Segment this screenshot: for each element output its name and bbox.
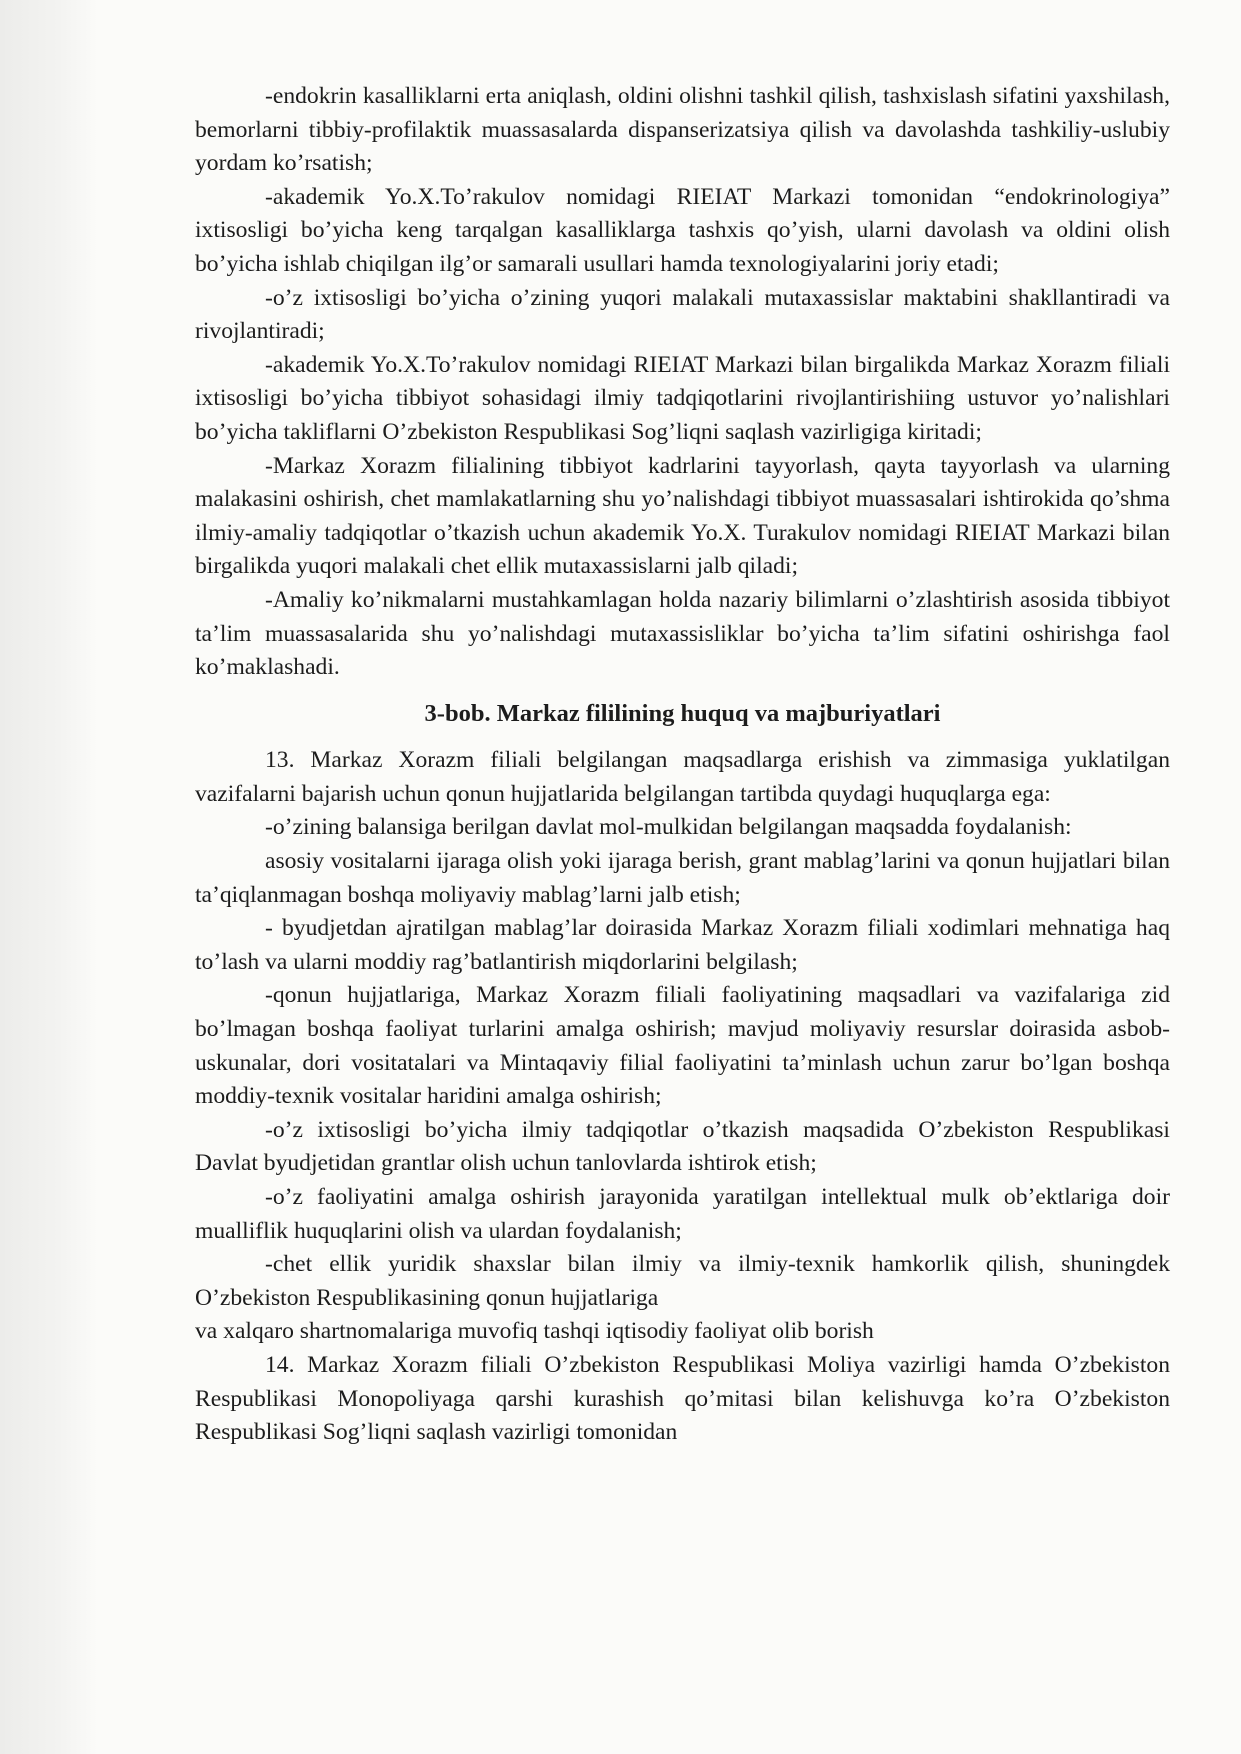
scan-shadow-edge — [0, 0, 98, 1754]
chapter-heading: 3-bob. Markaz fililining huquq va majburiyatlari — [424, 699, 941, 727]
paragraph: -akademik Yo.X.To’rakulov nomidagi RIEIAT Markazi tomonidan “endokrinologiya” ixtisosligi bo’yicha keng tarqalgan kasalliklarga tashxis qo’yish, ularni davolash va oldini olish bo’yicha ishlab chiqilgan ilg’or samarali usullari hamda texnologiyalarini joriy etadi; — [195, 183, 1170, 277]
paragraph: 14. Markaz Xorazm filiali O’zbekiston Respublikasi Moliya vazirligi hamda O’zbekiston Respublikasi Monopoliyaga qarshi kurashish qo’mitasi bilan kelishuvga ko’ra O’zbekiston Respublikasi Sog’liqni saqlash vazirligi tomonidan — [195, 1351, 1170, 1446]
paragraph: 13. Markaz Xorazm filiali belgilangan maqsadlarga erishish va zimmasiga yuklatilgan vazifalarni bajarish uchun qonun hujjatlarida belgilangan tartibda quydagi huquqlarga ega: — [195, 747, 1170, 807]
paragraph: -o’zining balansiga berilgan davlat mol-mulkidan belgilangan maqsadda foydalanish: — [265, 814, 1072, 841]
paragraph: -Markaz Xorazm filialining tibbiyot kadrlarini tayyorlash, qayta tayyorlash va ularning malakasini oshirish, chet mamlakatlarning shu yo’nalishdagi tibbiyot muassasalari ishtirokida qo’shma ilmiy-amaliy tadqiqotlar o’tkazish uchun akademik Yo.X. Turakulov nomidagi RIEIAT Markazi bilan birgalikda yuqori malakali chet ellik mutaxassislarni jalb qiladi; — [195, 452, 1170, 580]
paragraph: -o’z ixtisosligi bo’yicha ilmiy tadqiqotlar o’tkazish maqsadida O’zbekiston Respublikasi Davlat byudjetidan grantlar olish uchun tanlovlarda ishtirok etish; — [195, 1116, 1170, 1177]
paragraph: - byudjetdan ajratilgan mablag’lar doirasida Markaz Xorazm filiali xodimlari mehnatiga haq to’lash va ularni moddiy rag’batlantirish miqdorlarini belgilash; — [195, 915, 1170, 975]
paragraph: va xalqaro shartnomalariga muvofiq tashqi iqtisodiy faoliyat olib borish — [195, 1318, 874, 1345]
paragraph: -chet ellik yuridik shaxslar bilan ilmiy va ilmiy-texnik hamkorlik qilish, shuningdek O’zbekiston Respublikasining qonun hujjatlariga — [195, 1251, 1170, 1311]
paragraph: -akademik Yo.X.To’rakulov nomidagi RIEIAT Markazi bilan birgalikda Markaz Xorazm filiali ixtisosligi bo’yicha tibbiyot sohasidagi ilmiy tadqiqotlarini rivojlantirishiing ustuvor yo’nalishlari bo’yicha takliflarni O’zbekiston Respublikasi Sog’liqni saqlash vazirligiga kiritadi; — [195, 351, 1170, 445]
paragraph: -o’z faoliyatini amalga oshirish jarayonida yaratilgan intellektual mulk ob’ektlariga doir mualliflik huquqlarini olish va ulardan foydalanish; — [195, 1184, 1170, 1244]
paragraph: -endokrin kasalliklarni erta aniqlash, oldini olishni tashkil qilish, tashxislash sifatini yaxshilash, bemorlarni tibbiy-profilaktik muassasalarda dispanserizatsiya qilish va davolashda tashkiliy-uslubiy yordam ko’rsatish; — [195, 83, 1170, 177]
paragraph: -Amaliy ko’nikmalarni mustahkamlagan holda nazariy bilimlarni o’zlashtirish asosida tibbiyot ta’lim muassasalarida shu yo’nalishdagi mutaxassisliklar bo’yicha ta’lim sifatini oshirishga faol ko’maklashadi. — [195, 586, 1170, 681]
paragraph: asosiy vositalarni ijaraga olish yoki ijaraga berish, grant mablag’larini va qonun hujjatlari bilan ta’qiqlanmagan boshqa moliyaviy mablag’larni jalb etish; — [195, 848, 1170, 908]
paragraph: -qonun hujjatlariga, Markaz Xorazm filiali faoliyatining maqsadlari va vazifalariga zid bo’lmagan boshqa faoliyat turlarini amalga oshirish; mavjud moliyaviy resurslar doirasida asbob-uskunalar, dori vositatalari va Mintaqaviy filial faoliyatini ta’minlash uchun zarur bo’lgan boshqa moddiy-texnik vositalar haridini amalga oshirish; — [195, 982, 1170, 1110]
paragraph: -o’z ixtisosligi bo’yicha o’zining yuqori malakali mutaxassislar maktabini shakllantiradi va rivojlantiradi; — [195, 284, 1170, 345]
document-body — [195, 80, 1170, 1450]
